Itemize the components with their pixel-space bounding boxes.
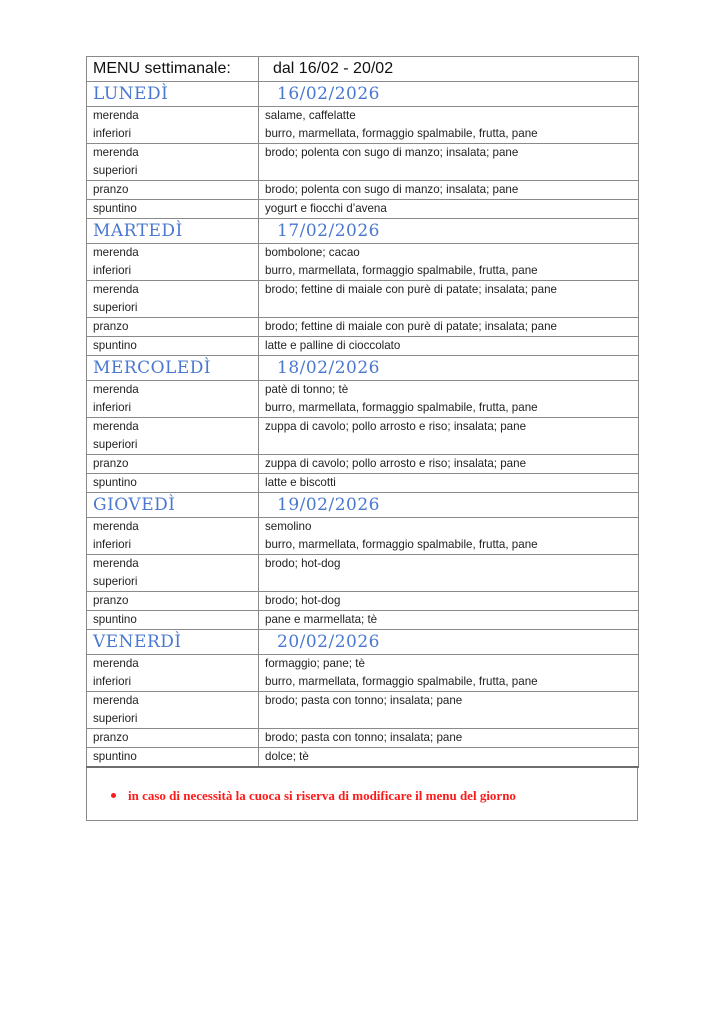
meal-value — [259, 107, 639, 144]
meal-value: brodo; fettine di maiale con purè di patate; insalata; pane — [259, 281, 639, 318]
line: merenda — [93, 283, 139, 296]
line: superiori — [93, 438, 138, 451]
meal-value: latte e biscotti — [259, 474, 639, 493]
meal-label — [87, 555, 259, 592]
menu-row-spuntino — [87, 748, 639, 768]
meal-value: zuppa di cavolo; pollo arrosto e riso; insalata; pane — [259, 418, 639, 455]
menu-row-pranzo — [87, 455, 639, 474]
meal-label — [87, 418, 259, 455]
day-name: MERCOLEDÌ — [87, 356, 259, 381]
line: merenda — [93, 520, 139, 533]
line: merenda — [93, 694, 139, 707]
day-date: 18/02/2026 — [259, 356, 639, 381]
day-name: VENERDÌ — [87, 630, 259, 655]
meal-value — [259, 518, 639, 555]
day-name: LUNEDÌ — [87, 82, 259, 107]
meal-value: brodo; polenta con sugo di manzo; insalata; pane — [259, 181, 639, 200]
line: burro, marmellata, formaggio spalmabile, frutta, pane — [265, 127, 538, 140]
meal-label: spuntino — [87, 200, 259, 219]
menu-row-merenda-superiori — [87, 144, 639, 181]
menu-row-pranzo — [87, 181, 639, 200]
meal-label — [87, 244, 259, 281]
meal-value: zuppa di cavolo; pollo arrosto e riso; insalata; pane — [259, 455, 639, 474]
weekly-menu-document — [86, 56, 638, 821]
menu-row-spuntino — [87, 200, 639, 219]
meal-label — [87, 518, 259, 555]
menu-date-range: dal 16/02 - 20/02 — [259, 57, 639, 82]
meal-label: pranzo — [87, 455, 259, 474]
meal-label — [87, 692, 259, 729]
meal-label: pranzo — [87, 181, 259, 200]
meal-value — [259, 244, 639, 281]
meal-value — [259, 655, 639, 692]
day-date: 16/02/2026 — [259, 82, 639, 107]
notice-list — [111, 788, 516, 804]
menu-row-spuntino — [87, 611, 639, 630]
line: inferiori — [93, 127, 132, 140]
line: bombolone; cacao — [265, 246, 360, 259]
menu-table — [86, 56, 639, 768]
menu-row-merenda-superiori — [87, 418, 639, 455]
meal-value — [259, 381, 639, 418]
line: superiori — [93, 301, 138, 314]
line: merenda — [93, 109, 139, 122]
day-heading-row — [87, 82, 639, 107]
menu-row-merenda-inferiori — [87, 381, 639, 418]
day-date: 19/02/2026 — [259, 493, 639, 518]
line: superiori — [93, 575, 138, 588]
meal-label — [87, 144, 259, 181]
line: superiori — [93, 712, 138, 725]
meal-value: brodo; polenta con sugo di manzo; insalata; pane — [259, 144, 639, 181]
line: burro, marmellata, formaggio spalmabile, frutta, pane — [265, 675, 538, 688]
line: inferiori — [93, 401, 132, 414]
menu-row-merenda-inferiori — [87, 518, 639, 555]
menu-row-merenda-superiori — [87, 281, 639, 318]
meal-label — [87, 281, 259, 318]
menu-row-pranzo — [87, 318, 639, 337]
line: burro, marmellata, formaggio spalmabile, frutta, pane — [265, 401, 538, 414]
notice-box — [86, 768, 638, 821]
notice-item — [111, 788, 516, 804]
day-name: MARTEDÌ — [87, 219, 259, 244]
bullet-icon — [111, 793, 116, 798]
menu-row-merenda-inferiori — [87, 244, 639, 281]
line: burro, marmellata, formaggio spalmabile, frutta, pane — [265, 264, 538, 277]
meal-value: brodo; fettine di maiale con purè di patate; insalata; pane — [259, 318, 639, 337]
line: inferiori — [93, 675, 132, 688]
meal-value: yogurt e fiocchi d’avena — [259, 200, 639, 219]
menu-row-spuntino — [87, 474, 639, 493]
meal-label: pranzo — [87, 729, 259, 748]
meal-value: latte e palline di cioccolato — [259, 337, 639, 356]
meal-label: spuntino — [87, 337, 259, 356]
day-name: GIOVEDÌ — [87, 493, 259, 518]
menu-row-pranzo — [87, 592, 639, 611]
menu-title: MENU settimanale: — [87, 57, 259, 82]
menu-row-pranzo — [87, 729, 639, 748]
meal-value: pane e marmellata; tè — [259, 611, 639, 630]
meal-value: brodo; pasta con tonno; insalata; pane — [259, 729, 639, 748]
menu-row-merenda-inferiori — [87, 655, 639, 692]
meal-label — [87, 107, 259, 144]
meal-value: brodo; pasta con tonno; insalata; pane — [259, 692, 639, 729]
day-heading-row — [87, 356, 639, 381]
line: merenda — [93, 557, 139, 570]
meal-value: brodo; hot-dog — [259, 555, 639, 592]
line: merenda — [93, 246, 139, 259]
menu-row-merenda-superiori — [87, 555, 639, 592]
line: superiori — [93, 164, 138, 177]
menu-row-merenda-superiori — [87, 692, 639, 729]
day-heading-row — [87, 630, 639, 655]
meal-label — [87, 655, 259, 692]
line: merenda — [93, 383, 139, 396]
line: formaggio; pane; tè — [265, 657, 365, 670]
meal-label: pranzo — [87, 318, 259, 337]
line: salame, caffelatte — [265, 109, 356, 122]
meal-label: spuntino — [87, 748, 259, 768]
line: inferiori — [93, 538, 132, 551]
meal-label — [87, 381, 259, 418]
line: merenda — [93, 657, 139, 670]
menu-header-row — [87, 57, 639, 82]
meal-value: brodo; hot-dog — [259, 592, 639, 611]
line: merenda — [93, 420, 139, 433]
meal-label: pranzo — [87, 592, 259, 611]
meal-label: spuntino — [87, 474, 259, 493]
line: patè di tonno; tè — [265, 383, 349, 396]
day-date: 17/02/2026 — [259, 219, 639, 244]
line: merenda — [93, 146, 139, 159]
day-heading-row — [87, 493, 639, 518]
meal-label: spuntino — [87, 611, 259, 630]
line: semolino — [265, 520, 312, 533]
notice-text: in caso di necessità la cuoca si riserva di modificare il menu del giorno — [128, 788, 516, 803]
line: inferiori — [93, 264, 132, 277]
menu-row-spuntino — [87, 337, 639, 356]
menu-row-merenda-inferiori — [87, 107, 639, 144]
line: burro, marmellata, formaggio spalmabile, frutta, pane — [265, 538, 538, 551]
meal-value: dolce; tè — [259, 748, 639, 768]
day-date: 20/02/2026 — [259, 630, 639, 655]
day-heading-row — [87, 219, 639, 244]
